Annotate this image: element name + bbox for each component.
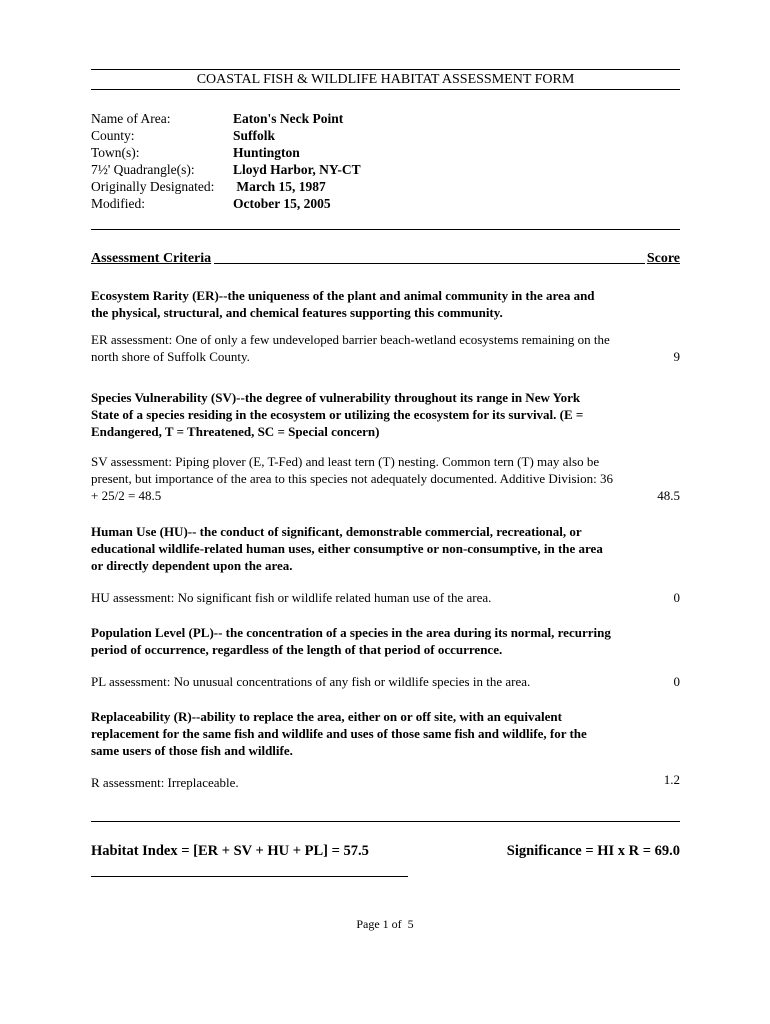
criterion-title: Ecosystem Rarity (ER)--the uniqueness of the plant and animal community in the area and the physical, structural, and chemical features supporting this community.	[91, 288, 595, 320]
criterion-sv	[91, 389, 680, 504]
criteria-header	[91, 251, 680, 267]
title-underline	[91, 89, 680, 90]
criterion-pl	[91, 624, 680, 690]
assessment-text: SV assessment: Piping plover (E, T-Fed) and least tern (T) nesting. Common tern (T) may also be present, but importance of the area to this species not adequately documented. Additive Division: 36 + 25/2 = 48.5	[91, 454, 614, 503]
assessment-row	[91, 453, 680, 504]
info-value: Lloyd Harbor, NY-CT	[233, 162, 361, 177]
assessment-text: HU assessment: No significant fish or wildlife related human use of the area.	[91, 590, 492, 605]
assessment-text: ER assessment: One of only a few undeveloped barrier beach-wetland ecosystems remaining on the north shore of Suffolk County.	[91, 332, 610, 364]
criterion-title: Human Use (HU)-- the conduct of significant, demonstrable commercial, recreational, or educational wildlife-related human uses, either consumptive or non-consumptive, in the area or directly dependent upon the area.	[91, 524, 603, 573]
info-row-name	[91, 110, 361, 127]
habitat-index: Habitat Index = [ER + SV + HU + PL] = 57.5	[91, 843, 369, 859]
info-row-county	[91, 127, 361, 144]
info-row-modified	[91, 195, 361, 212]
criterion-er	[91, 287, 680, 365]
assessment-row	[91, 673, 680, 690]
criterion-hu	[91, 523, 680, 606]
habitat-index-underline	[91, 876, 408, 877]
assessment-score: 48.5	[657, 488, 680, 503]
criterion-title: Species Vulnerability (SV)--the degree of vulnerability throughout its range in New York State of a species residing in the ecosystem or utilizing the ecosystem for its survival. (E = Endangered, T = Threatened, SC = Special concern)	[91, 390, 584, 439]
assessment-score: 9	[673, 349, 680, 364]
assessment-score: 0	[673, 674, 680, 689]
criteria-bottom-rule	[91, 821, 680, 822]
info-label: Modified:	[91, 196, 145, 211]
info-value: Eaton's Neck Point	[233, 111, 344, 126]
info-label: County:	[91, 128, 135, 143]
assessment-text: R assessment: Irreplaceable.	[91, 775, 239, 790]
assessment-row	[91, 774, 680, 791]
info-row-quadrangle	[91, 161, 361, 178]
info-row-designated	[91, 178, 361, 195]
form-title: COASTAL FISH & WILDLIFE HABITAT ASSESSMENT FORM	[196, 72, 575, 87]
assessment-row	[91, 331, 680, 365]
info-label: Town(s):	[91, 145, 140, 160]
criterion-title: Replaceability (R)--ability to replace the area, either on or off site, with an equivalent replacement for the same fish and wildlife and uses of those same fish and wildlife, for the same users of those fish and wildlife.	[91, 709, 587, 758]
info-value: October 15, 2005	[233, 196, 331, 211]
assessment-score: 1.2	[663, 772, 680, 787]
top-rule	[91, 69, 680, 70]
info-label: Name of Area:	[91, 111, 171, 126]
info-row-towns	[91, 144, 361, 161]
criterion-r	[91, 708, 680, 791]
area-info	[91, 110, 361, 212]
info-label: Originally Designated:	[91, 179, 215, 194]
page-number: Page 1 of 5	[356, 917, 414, 931]
criteria-header-label: Assessment Criteria	[91, 251, 212, 266]
criteria-header-score: Score	[646, 251, 680, 266]
significance: Significance = HI x R = 69.0	[506, 843, 680, 859]
info-value: Suffolk	[233, 128, 276, 143]
criterion-title: Population Level (PL)-- the concentration of a species in the area during its normal, recurring period of occurrence, regardless of the length of that period of occurrence.	[91, 625, 611, 657]
assessment-score: 0	[673, 590, 680, 605]
info-value: March 15, 1987	[233, 179, 326, 194]
criteria-header-line	[214, 263, 645, 264]
info-value: Huntington	[233, 145, 300, 160]
assessment-text: PL assessment: No unusual concentrations of any fish or wildlife species in the area.	[91, 674, 531, 689]
info-divider	[91, 229, 680, 230]
info-label: 7½' Quadrangle(s):	[91, 162, 195, 177]
assessment-row	[91, 589, 680, 606]
